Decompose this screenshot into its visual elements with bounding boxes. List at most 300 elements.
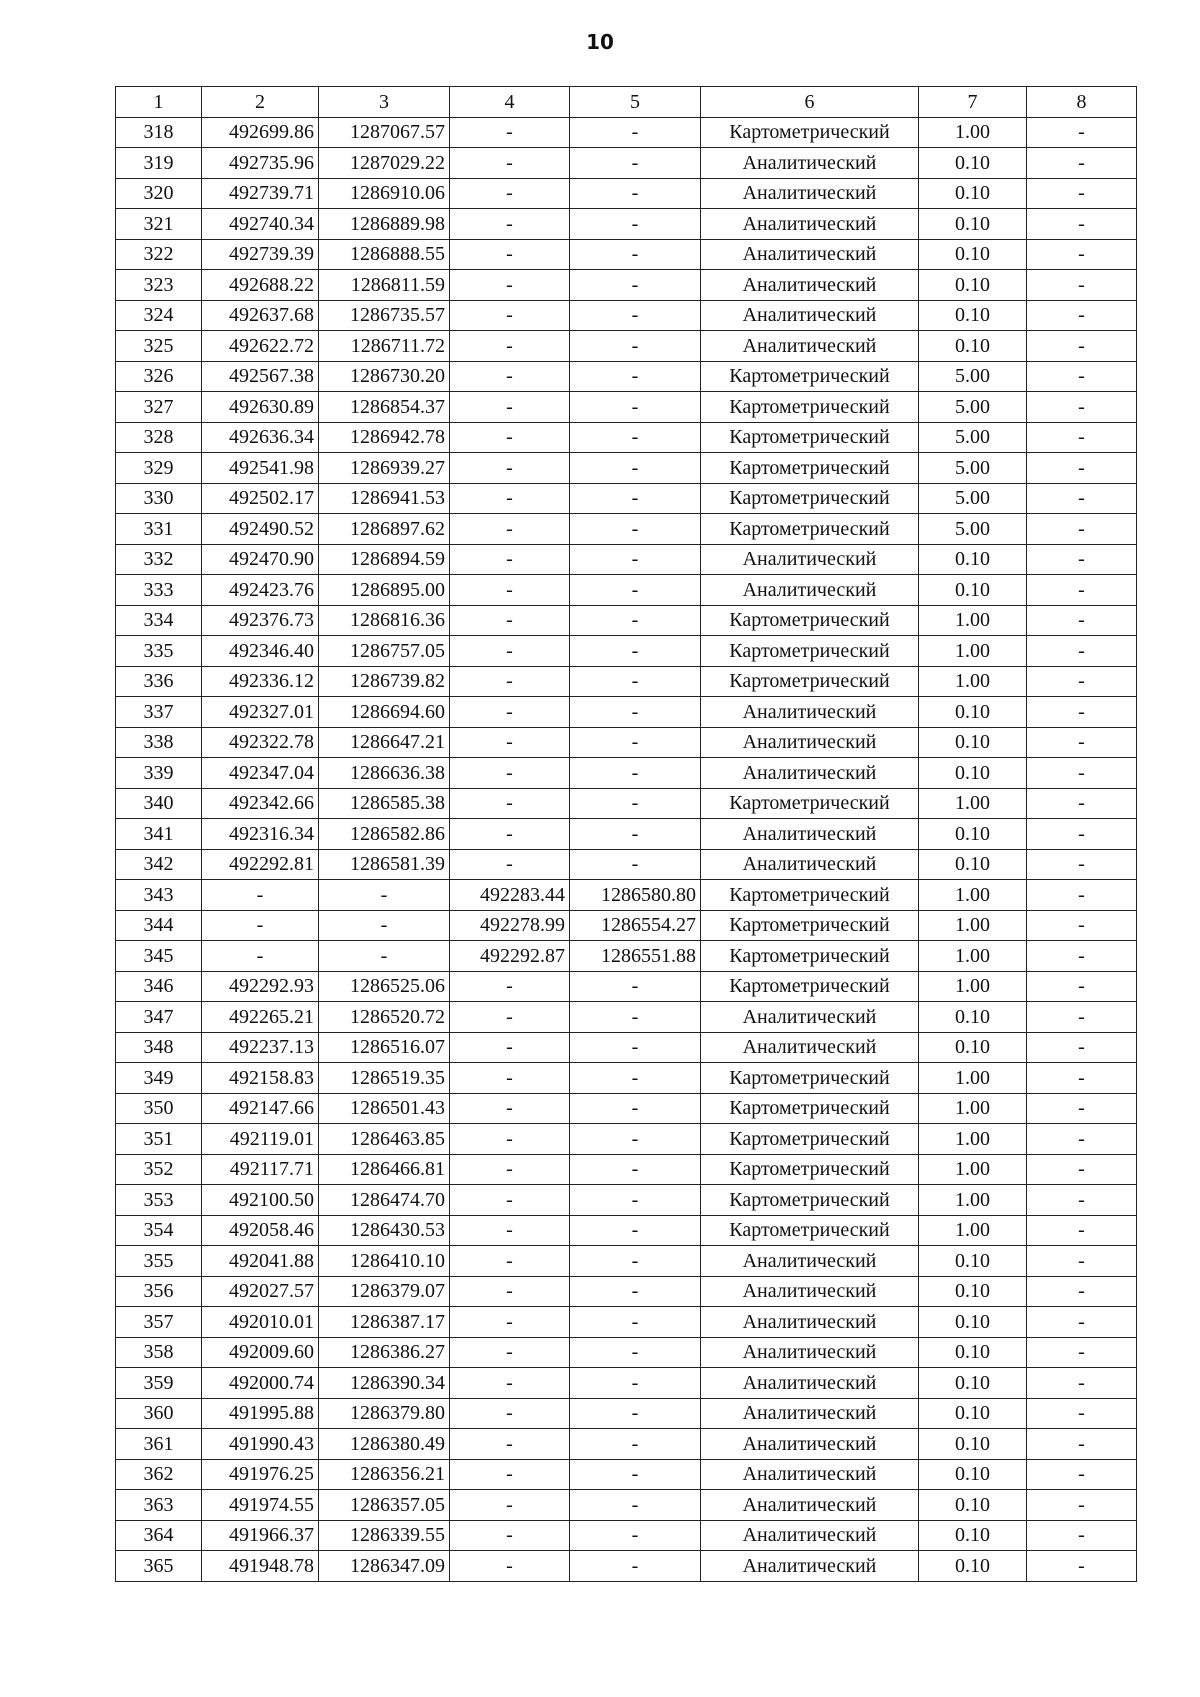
x-coordinate-cell: 492739.71 <box>202 178 319 209</box>
table-row <box>116 1551 1137 1582</box>
y-coordinate-alt-cell: - <box>570 849 701 880</box>
x-coordinate-cell: 492739.39 <box>202 239 319 270</box>
table-row <box>116 1276 1137 1307</box>
accuracy-cell: 0.10 <box>919 148 1027 179</box>
method-cell: Аналитический <box>701 239 919 270</box>
table-row <box>116 971 1137 1002</box>
table-row <box>116 1398 1137 1429</box>
y-coordinate-alt-cell: - <box>570 270 701 301</box>
x-coordinate-alt-cell: - <box>450 1398 570 1429</box>
y-coordinate-cell: 1286501.43 <box>319 1093 450 1124</box>
y-coordinate-alt-cell: - <box>570 300 701 331</box>
x-coordinate-cell: 491976.25 <box>202 1459 319 1490</box>
y-coordinate-cell: 1286854.37 <box>319 392 450 423</box>
accuracy-cell: 0.10 <box>919 1551 1027 1582</box>
method-cell: Аналитический <box>701 300 919 331</box>
y-coordinate-alt-cell: - <box>570 1429 701 1460</box>
note-cell: - <box>1027 758 1137 789</box>
point-number-cell: 336 <box>116 666 202 697</box>
accuracy-cell: 1.00 <box>919 605 1027 636</box>
x-coordinate-cell: 492622.72 <box>202 331 319 362</box>
x-coordinate-alt-cell: - <box>450 300 570 331</box>
point-number-cell: 364 <box>116 1520 202 1551</box>
table-row <box>116 758 1137 789</box>
x-coordinate-cell: 492490.52 <box>202 514 319 545</box>
table-row <box>116 666 1137 697</box>
x-coordinate-cell: 492058.46 <box>202 1215 319 1246</box>
point-number-cell: 365 <box>116 1551 202 1582</box>
y-coordinate-cell: 1287067.57 <box>319 117 450 148</box>
method-cell: Картометрический <box>701 392 919 423</box>
method-cell: Аналитический <box>701 727 919 758</box>
accuracy-cell: 1.00 <box>919 1093 1027 1124</box>
y-coordinate-alt-cell: - <box>570 971 701 1002</box>
y-coordinate-alt-cell: - <box>570 178 701 209</box>
point-number-cell: 352 <box>116 1154 202 1185</box>
x-coordinate-alt-cell: - <box>450 209 570 240</box>
x-coordinate-alt-cell: - <box>450 575 570 606</box>
y-coordinate-alt-cell: - <box>570 636 701 667</box>
table-row <box>116 727 1137 758</box>
x-coordinate-alt-cell: - <box>450 148 570 179</box>
note-cell: - <box>1027 1307 1137 1338</box>
y-coordinate-alt-cell: - <box>570 453 701 484</box>
accuracy-cell: 0.10 <box>919 1429 1027 1460</box>
x-coordinate-alt-cell: - <box>450 178 570 209</box>
method-cell: Картометрический <box>701 361 919 392</box>
x-coordinate-cell: 492292.93 <box>202 971 319 1002</box>
method-cell: Аналитический <box>701 1307 919 1338</box>
note-cell: - <box>1027 1246 1137 1277</box>
y-coordinate-alt-cell: - <box>570 1246 701 1277</box>
method-cell: Картометрический <box>701 514 919 545</box>
table-row <box>116 636 1137 667</box>
y-coordinate-alt-cell: - <box>570 1154 701 1185</box>
method-cell: Аналитический <box>701 849 919 880</box>
y-coordinate-alt-cell: - <box>570 1032 701 1063</box>
x-coordinate-alt-cell: - <box>450 1185 570 1216</box>
x-coordinate-alt-cell: - <box>450 727 570 758</box>
y-coordinate-cell: 1286387.17 <box>319 1307 450 1338</box>
point-number-cell: 335 <box>116 636 202 667</box>
point-number-cell: 357 <box>116 1307 202 1338</box>
note-cell: - <box>1027 1490 1137 1521</box>
column-header-1: 1 <box>116 87 202 118</box>
y-coordinate-cell: 1286516.07 <box>319 1032 450 1063</box>
method-cell: Аналитический <box>701 270 919 301</box>
y-coordinate-alt-cell: 1286580.80 <box>570 880 701 911</box>
y-coordinate-cell: - <box>319 910 450 941</box>
accuracy-cell: 5.00 <box>919 514 1027 545</box>
x-coordinate-cell: 492117.71 <box>202 1154 319 1185</box>
x-coordinate-cell: 492027.57 <box>202 1276 319 1307</box>
y-coordinate-cell: 1286711.72 <box>319 331 450 362</box>
note-cell: - <box>1027 727 1137 758</box>
point-number-cell: 353 <box>116 1185 202 1216</box>
point-number-cell: 347 <box>116 1002 202 1033</box>
y-coordinate-alt-cell: - <box>570 666 701 697</box>
point-number-cell: 326 <box>116 361 202 392</box>
y-coordinate-cell: 1286816.36 <box>319 605 450 636</box>
method-cell: Картометрический <box>701 483 919 514</box>
y-coordinate-cell: 1286474.70 <box>319 1185 450 1216</box>
note-cell: - <box>1027 209 1137 240</box>
accuracy-cell: 1.00 <box>919 971 1027 1002</box>
x-coordinate-alt-cell: - <box>450 1154 570 1185</box>
x-coordinate-alt-cell: - <box>450 1337 570 1368</box>
point-number-cell: 327 <box>116 392 202 423</box>
point-number-cell: 358 <box>116 1337 202 1368</box>
method-cell: Аналитический <box>701 819 919 850</box>
accuracy-cell: 0.10 <box>919 1032 1027 1063</box>
x-coordinate-cell: 492740.34 <box>202 209 319 240</box>
x-coordinate-cell: 492327.01 <box>202 697 319 728</box>
method-cell: Аналитический <box>701 209 919 240</box>
x-coordinate-alt-cell: - <box>450 1276 570 1307</box>
note-cell: - <box>1027 1093 1137 1124</box>
y-coordinate-alt-cell: - <box>570 544 701 575</box>
x-coordinate-alt-cell: - <box>450 117 570 148</box>
accuracy-cell: 1.00 <box>919 941 1027 972</box>
y-coordinate-cell: 1286386.27 <box>319 1337 450 1368</box>
y-coordinate-alt-cell: 1286554.27 <box>570 910 701 941</box>
point-number-cell: 332 <box>116 544 202 575</box>
table-row <box>116 148 1137 179</box>
method-cell: Аналитический <box>701 1551 919 1582</box>
x-coordinate-alt-cell: - <box>450 1520 570 1551</box>
note-cell: - <box>1027 1063 1137 1094</box>
x-coordinate-cell: 491966.37 <box>202 1520 319 1551</box>
x-coordinate-alt-cell: 492278.99 <box>450 910 570 941</box>
y-coordinate-alt-cell: - <box>570 514 701 545</box>
y-coordinate-cell: 1286894.59 <box>319 544 450 575</box>
accuracy-cell: 0.10 <box>919 1459 1027 1490</box>
note-cell: - <box>1027 697 1137 728</box>
y-coordinate-alt-cell: - <box>570 422 701 453</box>
table-row <box>116 880 1137 911</box>
x-coordinate-alt-cell: - <box>450 666 570 697</box>
note-cell: - <box>1027 666 1137 697</box>
y-coordinate-cell: 1286811.59 <box>319 270 450 301</box>
x-coordinate-alt-cell: - <box>450 1551 570 1582</box>
method-cell: Картометрический <box>701 1093 919 1124</box>
accuracy-cell: 0.10 <box>919 697 1027 728</box>
method-cell: Аналитический <box>701 1398 919 1429</box>
x-coordinate-cell: 492100.50 <box>202 1185 319 1216</box>
x-coordinate-cell: 492699.86 <box>202 117 319 148</box>
y-coordinate-cell: 1286939.27 <box>319 453 450 484</box>
x-coordinate-cell: 492041.88 <box>202 1246 319 1277</box>
accuracy-cell: 5.00 <box>919 422 1027 453</box>
method-cell: Аналитический <box>701 331 919 362</box>
point-number-cell: 329 <box>116 453 202 484</box>
point-number-cell: 325 <box>116 331 202 362</box>
y-coordinate-alt-cell: - <box>570 1337 701 1368</box>
note-cell: - <box>1027 1215 1137 1246</box>
x-coordinate-alt-cell: - <box>450 1246 570 1277</box>
table-row <box>116 1215 1137 1246</box>
note-cell: - <box>1027 1368 1137 1399</box>
point-number-cell: 319 <box>116 148 202 179</box>
x-coordinate-alt-cell: - <box>450 1063 570 1094</box>
table-row <box>116 1459 1137 1490</box>
table-row <box>116 1246 1137 1277</box>
accuracy-cell: 5.00 <box>919 392 1027 423</box>
y-coordinate-cell: 1286356.21 <box>319 1459 450 1490</box>
point-number-cell: 333 <box>116 575 202 606</box>
y-coordinate-alt-cell: - <box>570 1490 701 1521</box>
y-coordinate-alt-cell: - <box>570 1063 701 1094</box>
accuracy-cell: 0.10 <box>919 544 1027 575</box>
y-coordinate-alt-cell: - <box>570 727 701 758</box>
point-number-cell: 348 <box>116 1032 202 1063</box>
method-cell: Картометрический <box>701 1124 919 1155</box>
method-cell: Аналитический <box>701 1276 919 1307</box>
table-row <box>116 392 1137 423</box>
x-coordinate-cell: 492119.01 <box>202 1124 319 1155</box>
note-cell: - <box>1027 178 1137 209</box>
x-coordinate-cell: 492502.17 <box>202 483 319 514</box>
note-cell: - <box>1027 239 1137 270</box>
table-row <box>116 910 1137 941</box>
x-coordinate-cell: 492470.90 <box>202 544 319 575</box>
y-coordinate-cell: 1286694.60 <box>319 697 450 728</box>
y-coordinate-cell: 1286910.06 <box>319 178 450 209</box>
y-coordinate-alt-cell: - <box>570 1520 701 1551</box>
note-cell: - <box>1027 1520 1137 1551</box>
note-cell: - <box>1027 361 1137 392</box>
point-number-cell: 351 <box>116 1124 202 1155</box>
method-cell: Аналитический <box>701 1002 919 1033</box>
y-coordinate-cell: - <box>319 880 450 911</box>
x-coordinate-cell: 492010.01 <box>202 1307 319 1338</box>
note-cell: - <box>1027 636 1137 667</box>
y-coordinate-cell: 1286735.57 <box>319 300 450 331</box>
x-coordinate-cell: 492237.13 <box>202 1032 319 1063</box>
column-header-5: 5 <box>570 87 701 118</box>
point-number-cell: 337 <box>116 697 202 728</box>
note-cell: - <box>1027 422 1137 453</box>
accuracy-cell: 0.10 <box>919 758 1027 789</box>
column-header-7: 7 <box>919 87 1027 118</box>
point-number-cell: 322 <box>116 239 202 270</box>
point-number-cell: 342 <box>116 849 202 880</box>
point-number-cell: 363 <box>116 1490 202 1521</box>
note-cell: - <box>1027 483 1137 514</box>
x-coordinate-alt-cell: - <box>450 636 570 667</box>
y-coordinate-cell: 1286757.05 <box>319 636 450 667</box>
method-cell: Аналитический <box>701 1429 919 1460</box>
table-row <box>116 1002 1137 1033</box>
x-coordinate-alt-cell: - <box>450 1490 570 1521</box>
accuracy-cell: 5.00 <box>919 483 1027 514</box>
y-coordinate-alt-cell: - <box>570 331 701 362</box>
note-cell: - <box>1027 453 1137 484</box>
note-cell: - <box>1027 1185 1137 1216</box>
x-coordinate-alt-cell: - <box>450 697 570 728</box>
x-coordinate-cell: 492347.04 <box>202 758 319 789</box>
table-row <box>116 178 1137 209</box>
note-cell: - <box>1027 788 1137 819</box>
note-cell: - <box>1027 1032 1137 1063</box>
table-row <box>116 239 1137 270</box>
x-coordinate-cell: 492346.40 <box>202 636 319 667</box>
accuracy-cell: 0.10 <box>919 1337 1027 1368</box>
x-coordinate-cell: 492541.98 <box>202 453 319 484</box>
y-coordinate-cell: 1286585.38 <box>319 788 450 819</box>
table-row <box>116 483 1137 514</box>
y-coordinate-alt-cell: - <box>570 117 701 148</box>
x-coordinate-alt-cell: 492283.44 <box>450 880 570 911</box>
x-coordinate-alt-cell: - <box>450 1093 570 1124</box>
y-coordinate-alt-cell: - <box>570 1276 701 1307</box>
table-row <box>116 1368 1137 1399</box>
x-coordinate-cell: 492292.81 <box>202 849 319 880</box>
y-coordinate-cell: 1286520.72 <box>319 1002 450 1033</box>
method-cell: Картометрический <box>701 1185 919 1216</box>
point-number-cell: 345 <box>116 941 202 972</box>
table-row <box>116 544 1137 575</box>
y-coordinate-alt-cell: - <box>570 483 701 514</box>
y-coordinate-alt-cell: - <box>570 819 701 850</box>
point-number-cell: 341 <box>116 819 202 850</box>
y-coordinate-alt-cell: - <box>570 209 701 240</box>
y-coordinate-cell: 1286463.85 <box>319 1124 450 1155</box>
method-cell: Картометрический <box>701 788 919 819</box>
note-cell: - <box>1027 148 1137 179</box>
note-cell: - <box>1027 1124 1137 1155</box>
y-coordinate-cell: 1286430.53 <box>319 1215 450 1246</box>
x-coordinate-alt-cell: - <box>450 788 570 819</box>
y-coordinate-alt-cell: - <box>570 1124 701 1155</box>
x-coordinate-alt-cell: - <box>450 1307 570 1338</box>
table-row <box>116 1185 1137 1216</box>
point-number-cell: 331 <box>116 514 202 545</box>
accuracy-cell: 1.00 <box>919 1124 1027 1155</box>
y-coordinate-cell: 1286582.86 <box>319 819 450 850</box>
y-coordinate-alt-cell: - <box>570 697 701 728</box>
accuracy-cell: 0.10 <box>919 239 1027 270</box>
y-coordinate-cell: 1286410.10 <box>319 1246 450 1277</box>
table-row <box>116 1063 1137 1094</box>
accuracy-cell: 0.10 <box>919 1002 1027 1033</box>
point-number-cell: 330 <box>116 483 202 514</box>
accuracy-cell: 0.10 <box>919 300 1027 331</box>
table-row <box>116 819 1137 850</box>
y-coordinate-alt-cell: - <box>570 1368 701 1399</box>
accuracy-cell: 1.00 <box>919 1215 1027 1246</box>
accuracy-cell: 0.10 <box>919 331 1027 362</box>
y-coordinate-cell: 1286647.21 <box>319 727 450 758</box>
column-header-2: 2 <box>202 87 319 118</box>
method-cell: Аналитический <box>701 544 919 575</box>
point-number-cell: 349 <box>116 1063 202 1094</box>
accuracy-cell: 0.10 <box>919 1246 1027 1277</box>
note-cell: - <box>1027 1551 1137 1582</box>
y-coordinate-cell: - <box>319 941 450 972</box>
y-coordinate-alt-cell: - <box>570 1093 701 1124</box>
column-header-6: 6 <box>701 87 919 118</box>
note-cell: - <box>1027 514 1137 545</box>
point-number-cell: 318 <box>116 117 202 148</box>
method-cell: Аналитический <box>701 178 919 209</box>
y-coordinate-alt-cell: - <box>570 1215 701 1246</box>
accuracy-cell: 0.10 <box>919 1398 1027 1429</box>
method-cell: Картометрический <box>701 1215 919 1246</box>
x-coordinate-cell: 492158.83 <box>202 1063 319 1094</box>
y-coordinate-alt-cell: - <box>570 788 701 819</box>
table-row <box>116 849 1137 880</box>
method-cell: Аналитический <box>701 1032 919 1063</box>
x-coordinate-cell: 491995.88 <box>202 1398 319 1429</box>
x-coordinate-alt-cell: - <box>450 1215 570 1246</box>
y-coordinate-alt-cell: - <box>570 1398 701 1429</box>
y-coordinate-cell: 1286888.55 <box>319 239 450 270</box>
point-number-cell: 361 <box>116 1429 202 1460</box>
table-row <box>116 361 1137 392</box>
column-header-4: 4 <box>450 87 570 118</box>
point-number-cell: 359 <box>116 1368 202 1399</box>
accuracy-cell: 1.00 <box>919 666 1027 697</box>
y-coordinate-cell: 1287029.22 <box>319 148 450 179</box>
point-number-cell: 343 <box>116 880 202 911</box>
point-number-cell: 340 <box>116 788 202 819</box>
method-cell: Картометрический <box>701 1063 919 1094</box>
accuracy-cell: 1.00 <box>919 1063 1027 1094</box>
note-cell: - <box>1027 1398 1137 1429</box>
page-number: 10 <box>586 30 614 54</box>
note-cell: - <box>1027 544 1137 575</box>
x-coordinate-alt-cell: - <box>450 453 570 484</box>
x-coordinate-cell: 492009.60 <box>202 1337 319 1368</box>
accuracy-cell: 0.10 <box>919 1490 1027 1521</box>
method-cell: Картометрический <box>701 910 919 941</box>
x-coordinate-cell: 492636.34 <box>202 422 319 453</box>
table-row <box>116 1337 1137 1368</box>
y-coordinate-cell: 1286379.80 <box>319 1398 450 1429</box>
y-coordinate-cell: 1286581.39 <box>319 849 450 880</box>
y-coordinate-cell: 1286379.07 <box>319 1276 450 1307</box>
point-number-cell: 344 <box>116 910 202 941</box>
accuracy-cell: 1.00 <box>919 910 1027 941</box>
table-row <box>116 331 1137 362</box>
accuracy-cell: 1.00 <box>919 880 1027 911</box>
x-coordinate-cell: 492342.66 <box>202 788 319 819</box>
table-row <box>116 1307 1137 1338</box>
y-coordinate-alt-cell: - <box>570 361 701 392</box>
method-cell: Картометрический <box>701 117 919 148</box>
y-coordinate-cell: 1286889.98 <box>319 209 450 240</box>
point-number-cell: 334 <box>116 605 202 636</box>
method-cell: Аналитический <box>701 575 919 606</box>
note-cell: - <box>1027 1459 1137 1490</box>
x-coordinate-cell: 492735.96 <box>202 148 319 179</box>
table-row <box>116 1124 1137 1155</box>
y-coordinate-cell: 1286941.53 <box>319 483 450 514</box>
x-coordinate-alt-cell: - <box>450 239 570 270</box>
method-cell: Аналитический <box>701 1368 919 1399</box>
note-cell: - <box>1027 880 1137 911</box>
table-row <box>116 1154 1137 1185</box>
accuracy-cell: 1.00 <box>919 636 1027 667</box>
point-number-cell: 323 <box>116 270 202 301</box>
method-cell: Картометрический <box>701 666 919 697</box>
x-coordinate-cell: - <box>202 941 319 972</box>
table-row <box>116 514 1137 545</box>
note-cell: - <box>1027 300 1137 331</box>
y-coordinate-alt-cell: - <box>570 575 701 606</box>
table-row <box>116 270 1137 301</box>
